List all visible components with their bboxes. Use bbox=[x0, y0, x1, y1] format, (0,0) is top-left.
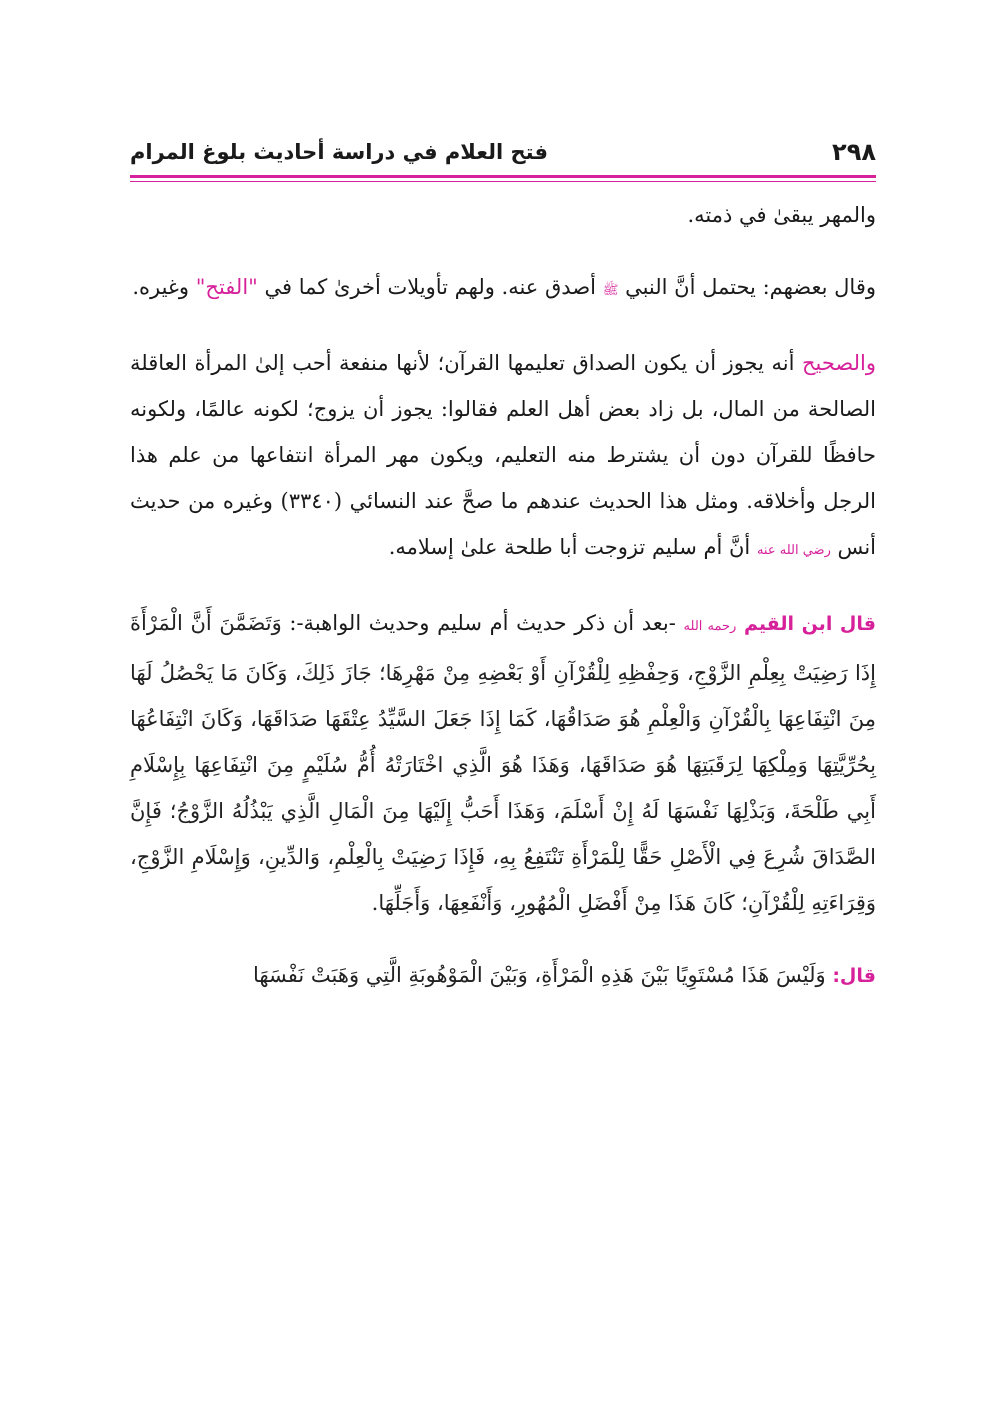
page-number: ٢٩٨ bbox=[832, 138, 876, 166]
page-header bbox=[130, 132, 876, 172]
paragraph-4-lead: قال ابن القيم bbox=[744, 613, 876, 635]
paragraph-2-text-a: وقال بعضهم: يحتمل أنَّ النبي bbox=[625, 275, 876, 299]
paragraph-3-text-b: أنَّ أم سليم تزوجت أبا طلحة علىٰ إسلامه. bbox=[388, 535, 751, 559]
paragraph-3-lead: والصحيح bbox=[801, 351, 876, 375]
source-reference: "الفتح" bbox=[195, 275, 258, 299]
paragraph-5-lead: قال: bbox=[832, 965, 876, 987]
paragraph-2 bbox=[130, 264, 876, 314]
salawat-honorific: ﷺ bbox=[602, 283, 619, 298]
book-title: فتح العلام في دراسة أحاديث بلوغ المرام bbox=[130, 140, 548, 164]
paragraph-5 bbox=[130, 952, 876, 999]
page-content bbox=[130, 192, 876, 999]
book-page bbox=[130, 0, 876, 1418]
paragraph-2-text-c: وغيره. bbox=[132, 275, 190, 299]
rahimahullah-honorific: رحمه الله bbox=[683, 619, 737, 634]
paragraph-1-text: والمهر يبقىٰ في ذمته. bbox=[687, 203, 876, 227]
paragraph-4-text-a: -بعد أن ذكر حديث أم سليم وحديث الواهبة-: bbox=[289, 611, 676, 635]
paragraph-2-text-b: أصدق عنه. ولهم تأويلات أخرىٰ كما في bbox=[264, 275, 596, 299]
header-rule-thin bbox=[130, 181, 876, 182]
header-rule-thick bbox=[130, 175, 876, 178]
ibn-qayyim-quote: وَتَضَمَّنَ أَنَّ الْمَرْأَةَ إِذَا رَضِيَتْ بِعِلْمِ الزَّوْجِ، وَحِفْظِهِ لِلْقُرْآنِ أَوْ بَعْضِهِ مِنْ مَهْرِهَا؛ جَازَ ذَلِكَ، وَكَانَ مَا يَحْصُلُ لَهَا مِنَ انْتِفَاعِهَا بِالْقُرْآنِ وَالْعِلْمِ هُوَ صَدَاقُهَا، كَمَا إِذَا جَعَلَ السَّيِّدُ عِتْقَهَا صَدَاقَهَا، وَكَانَ انْتِفَاعُهَا بِحُرِّيَّتِهَا وَمِلْكِهَا لِرَقَبَتِهَا هُوَ صَدَاقَهَا، وَهَذَا هُوَ الَّذِي اخْتَارَتْهُ أُمُّ سُلَيْمٍ مِنَ انْتِفَاعِهَا بِإِسْلَامِ أَبِي طَلْحَةَ، وَبَذْلِهَا نَفْسَهَا لَهُ إِنْ أَسْلَمَ، وَهَذَا أَحَبُّ إِلَيْهَا مِنَ الْمَالِ الَّذِي يَبْذُلُهُ الزَّوْجُ؛ فَإِنَّ الصَّدَاقَ شُرِعَ فِي الْأَصْلِ حَقًّا لِلْمَرْأَةِ تَنْتَفِعُ بِهِ، فَإِذَا رَضِيَتْ بِالْعِلْمِ، وَالدِّينِ، وَإِسْلَامِ الزَّوْجِ، وَقِرَاءَتِهِ لِلْقُرْآنِ؛ كَانَ هَذَا مِنْ أَفْضَلِ الْمُهُورِ، وَأَنْفَعِهَا، وَأَجَلِّهَا. bbox=[130, 611, 876, 915]
paragraph-1 bbox=[130, 192, 876, 238]
paragraph-3-text-a: أنه يجوز أن يكون الصداق تعليمها القرآن؛ لأنها منفعة أحب إلىٰ المرأة العاقلة الصالحة من المال، بل زاد بعض أهل العلم فقالوا: يجوز أن يزوج؛ لكونه عالمًا، ولكونه حافظًا للقرآن دون أن يشترط منه التعليم، ويكون مهر المرأة انتفاعها من علم هذا الرجل وأخلاقه. ومثل هذا الحديث عندهم ما صحَّ عند النسائي (٣٣٤٠) وغيره من حديث أنس bbox=[130, 351, 876, 559]
paragraph-3 bbox=[130, 340, 876, 574]
paragraph-5-quote: وَلَيْسَ هَذَا مُسْتَوِيًا بَيْنَ هَذِهِ الْمَرْأَةِ، وَبَيْنَ الْمَوْهُوبَةِ الَّتِي وَهَبَتْ نَفْسَهَا bbox=[252, 963, 826, 987]
paragraph-4 bbox=[130, 600, 876, 926]
radiallahu-honorific: رضي الله عنه bbox=[756, 543, 831, 558]
